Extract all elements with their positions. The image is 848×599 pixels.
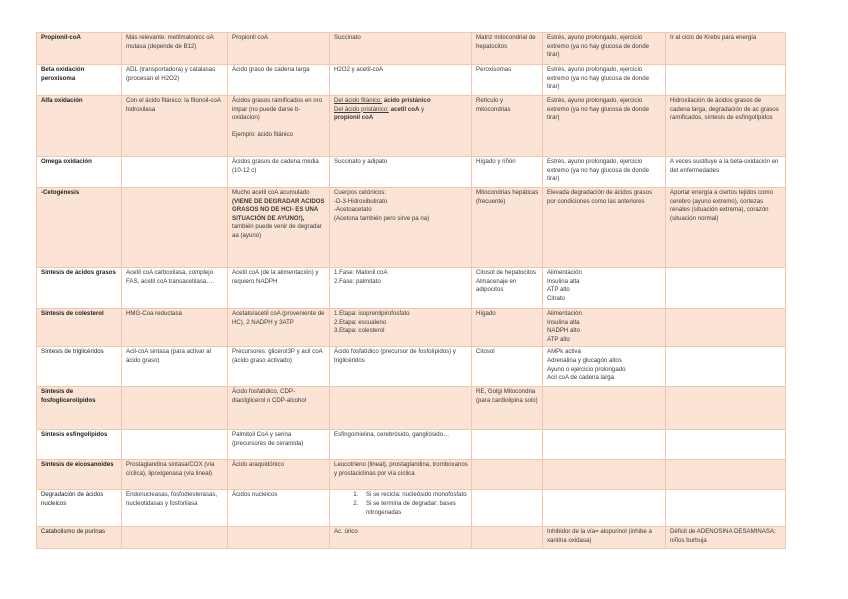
notes-cell (666, 460, 786, 490)
product-line: 2.Etapa: escualeno (334, 318, 387, 326)
condition-line: ATP alto (547, 286, 570, 294)
product-cell: Ácido fosfatídico (precursor de fosfolípidos) y triglicéridos (330, 347, 472, 387)
notes-cell: Hidroxilación de ácidos grasos de cadena larga, degradación de ac grasos ramificados, síntesis de esfingolípidos (666, 96, 786, 157)
product-cell: Leucotrieno (lineal), prostaglandina, tromboxanos y prostaciclinas por vía cíclica (330, 460, 472, 490)
conditions-cell (543, 387, 666, 430)
enzyme-cell: Acil-coA sintasa (para activar al ácido graso) (122, 347, 228, 387)
product-label: Del ácido pristánico: (334, 105, 389, 113)
condition-line: Ayuno o ejercicio prolongado (547, 365, 626, 373)
location-cell (472, 430, 543, 460)
product-cell: Esfingomielina, cerebrósido, gangliósido… (330, 430, 472, 460)
location-cell: Mitocondrias hepáticas (frecuente) (472, 188, 543, 268)
product-cell (330, 96, 472, 157)
enzyme-cell: Acetil coA carboxilasa, complejo FAS, acetil coA transacetilasa…. (122, 268, 228, 309)
substrate-cell (228, 188, 330, 268)
location-cell: Citosol (472, 347, 543, 387)
notes-cell (666, 430, 786, 460)
conditions-cell (543, 460, 666, 490)
enzyme-cell (122, 527, 228, 548)
conditions-cell (543, 268, 666, 309)
condition-line: Citrato (547, 294, 565, 302)
row-title: Síntesis de fosfoglicerolípidos (37, 387, 122, 430)
enzyme-cell (122, 157, 228, 188)
table-row (37, 157, 786, 188)
product-line: -D-3-Hidroxibutirato (334, 197, 388, 205)
enzyme-cell (122, 188, 228, 268)
location-cell: Citosol de hepatocitos Almacenaje en adipocitos (472, 268, 543, 309)
table-row (37, 33, 786, 65)
location-cell (472, 490, 543, 527)
enzyme-cell (122, 430, 228, 460)
substrate-cell: Ácido graso de cadena larga (228, 65, 330, 96)
notes-cell (666, 65, 786, 96)
conditions-cell (543, 430, 666, 460)
substrate-cell: Ácidos nucleicos (228, 490, 330, 527)
notes-cell: Aportar energía a ciertos tejidos como cerebro (ayuno extremo), cortezas renales (situación extrema), corazón (situación normal) (666, 188, 786, 268)
table-row (37, 430, 786, 460)
notes-cell (666, 268, 786, 309)
row-title: Síntesis de triglicéridos (37, 347, 122, 387)
table-row (37, 309, 786, 347)
enzyme-cell (122, 387, 228, 430)
metabolism-table (36, 32, 786, 549)
product-cell (330, 387, 472, 430)
notes-cell (666, 490, 786, 527)
notes-cell (666, 347, 786, 387)
substrate-cell (228, 96, 330, 157)
product-label: Del ácido fitánico: (334, 97, 383, 104)
enzyme-cell: Más relevante: metilmalonicc oA mutasa (depende de B12) (122, 33, 228, 65)
substrate-cell: Precursores: glicerol3P y acil coA (ácido graso activado) (228, 347, 330, 387)
product-cell (330, 309, 472, 347)
row-title: Omega oxidación (37, 157, 122, 188)
enzyme-cell: ADL (transportadora) y catalasas (procesan el H2O2) (122, 65, 228, 96)
conditions-cell: Inhibidor de la vía= alopurinol (inhibe a xantina oxidasa) (543, 527, 666, 548)
conditions-cell: Estrés, ayuno prolongado, ejercicio extremo (ya no hay glucosa de donde tirar) (543, 96, 666, 157)
substrate-cell: Ácido araquidónico (228, 460, 330, 490)
table-row (37, 65, 786, 96)
substrate-text: Mucho acetil coA acumulado (232, 189, 310, 196)
notes-cell (666, 387, 786, 430)
condition-line: Insulina alta (547, 277, 580, 285)
substrate-cell: Acetil coA (de la alimentación) y requiero NADPH (228, 268, 330, 309)
product-line: 1.Fase: Malonil coA (334, 269, 388, 276)
condition-line: Insulina alta (547, 318, 580, 326)
product-line: 2.Fase: palmitato (334, 277, 381, 285)
enzyme-cell: HMG-Coa reductasa (122, 309, 228, 347)
conditions-cell: Estrés, ayuno prolongado, ejercicio extremo (ya no hay glucosa de donde tirar) (543, 65, 666, 96)
table-row (37, 188, 786, 268)
condition-line: AMPk activa (547, 348, 581, 356)
product-cell (330, 268, 472, 309)
product-value: acetil coA (390, 105, 420, 113)
substrate-cell (228, 527, 330, 548)
product-list-item: 2. Si se termina de degradar: bases nitrogenadas (360, 500, 468, 517)
table-row (37, 527, 786, 548)
condition-line: NADPH alto (547, 327, 580, 335)
product-line: -Acetoacetato (334, 206, 372, 214)
conditions-cell: Estrés, ayuno prolongado, ejercicio extremo (ya no hay glucosa de donde tirar) (543, 157, 666, 188)
product-cell (330, 490, 472, 527)
location-cell: Matriz mitocondrial de hepatocitos (472, 33, 543, 65)
product-line: (Acetona también pero sirve pa na) (334, 214, 430, 222)
enzyme-cell: Prostaglandina sintasa/COX (vía cíclica), lipoxigenasa (vía lineal) (122, 460, 228, 490)
location-cell: Peroxisomas (472, 65, 543, 96)
table-row (37, 96, 786, 157)
product-value: propionil coA (334, 114, 374, 122)
product-value: ácido pristánico (383, 97, 431, 104)
product-connector: y (421, 105, 425, 113)
notes-cell (666, 309, 786, 347)
condition-line: Adrenalina y glucagón altos (547, 356, 622, 364)
substrate-example: Ejemplo: ácido fitánico (232, 130, 293, 138)
row-title: Catabolismo de purinas (37, 527, 122, 548)
substrate-text: también puede venir de degradar aa (ayuno) (232, 223, 322, 239)
table-row (37, 490, 786, 527)
location-cell (472, 460, 543, 490)
substrate-cell: Ácido fosfatídico, CDP-diacilglicerol o CDP-alcohol (228, 387, 330, 430)
row-title: Síntesis esfingolípidos (37, 430, 122, 460)
row-title: Síntesis de colesterol (37, 309, 122, 347)
conditions-cell (543, 347, 666, 387)
product-list (334, 491, 468, 517)
product-cell (330, 188, 472, 268)
substrate-cell: Propionil coA (228, 33, 330, 65)
product-line: 3.Etapa: colesterol (334, 327, 385, 335)
table-row (37, 460, 786, 490)
location-cell: Hígado y riñón (472, 157, 543, 188)
product-cell: Succinato y adipato (330, 157, 472, 188)
location-cell: Retículo y mitocondrias (472, 96, 543, 157)
notes-cell: Ir al ciclo de Krebs para energía (666, 33, 786, 65)
location-cell (472, 527, 543, 548)
substrate-text: Ácidos grasos ramificados en nro impar (no puede darse b-oxidacion) (232, 97, 323, 122)
conditions-cell: Elevada degradación de ácidos grasos por condiciones como las anteriores (543, 188, 666, 268)
product-cell: H2O2 y acetil-coA (330, 65, 472, 96)
location-cell: RE, Golgi Mitocondria (para cardiolipina solo) (472, 387, 543, 430)
conditions-cell: Estrés, ayuno prolongado, ejercicio extremo (ya no hay glucosa de donde tirar) (543, 33, 666, 65)
product-line: 1.Etapa: isoprenilpirofosfato (334, 310, 410, 317)
condition-line: Alimentación (547, 310, 582, 317)
row-title: Alfa oxidación (37, 96, 122, 157)
substrate-cell: Palmitoil CoA y serina (precursores de ceramida) (228, 430, 330, 460)
condition-line: Alimentación (547, 269, 582, 276)
row-title: -Cetogénesis (37, 188, 122, 268)
substrate-cell: Ácidos grasos de cadena media (10-12 c) (228, 157, 330, 188)
substrate-cell: Acetato/acetil coA (proveniente de HC), 2 NADPH y 3ATP (228, 309, 330, 347)
row-title: Degradación de ácidos nucleicos (37, 490, 122, 527)
table-row (37, 347, 786, 387)
row-title: Propionil-coA (37, 33, 122, 65)
location-cell: Hígado (472, 309, 543, 347)
condition-line: Acil coA de cadena larga (547, 374, 615, 382)
product-cell: Ac. úrico (330, 527, 472, 548)
row-title: Síntesis de ácidos grasos (37, 268, 122, 309)
conditions-cell (543, 490, 666, 527)
condition-line: ATP alto (547, 335, 570, 343)
product-cell: Succinato (330, 33, 472, 65)
conditions-cell (543, 309, 666, 347)
table-row (37, 387, 786, 430)
notes-cell: A veces sustituye a la beta-oxidación en det enfermedades (666, 157, 786, 188)
row-title: Beta oxidación peroxisoma (37, 65, 122, 96)
product-line: Cuerpos cetónicos: (334, 189, 387, 196)
product-list-item: 1. Si se recicla: nucleósido monofosfato (360, 491, 468, 500)
notes-cell: Déficit de ADENOSINA DESAMINASA; niños burbuja (666, 527, 786, 548)
substrate-emphasis: (VIENE DE DEGRADAR ACIDOS GRASOS NO DE HCl- ES UNA SITUACIÓN DE AYUNO!), (232, 197, 325, 222)
table-row (37, 268, 786, 309)
row-title: Síntesis de eicosanoides (37, 460, 122, 490)
enzyme-cell: Con el ácido fitánico: la fitonoil-coA hidroxilasa (122, 96, 228, 157)
enzyme-cell: Endonucleasas, fosfodiesterasas, nucleotidasas y fosforilasa (122, 490, 228, 527)
